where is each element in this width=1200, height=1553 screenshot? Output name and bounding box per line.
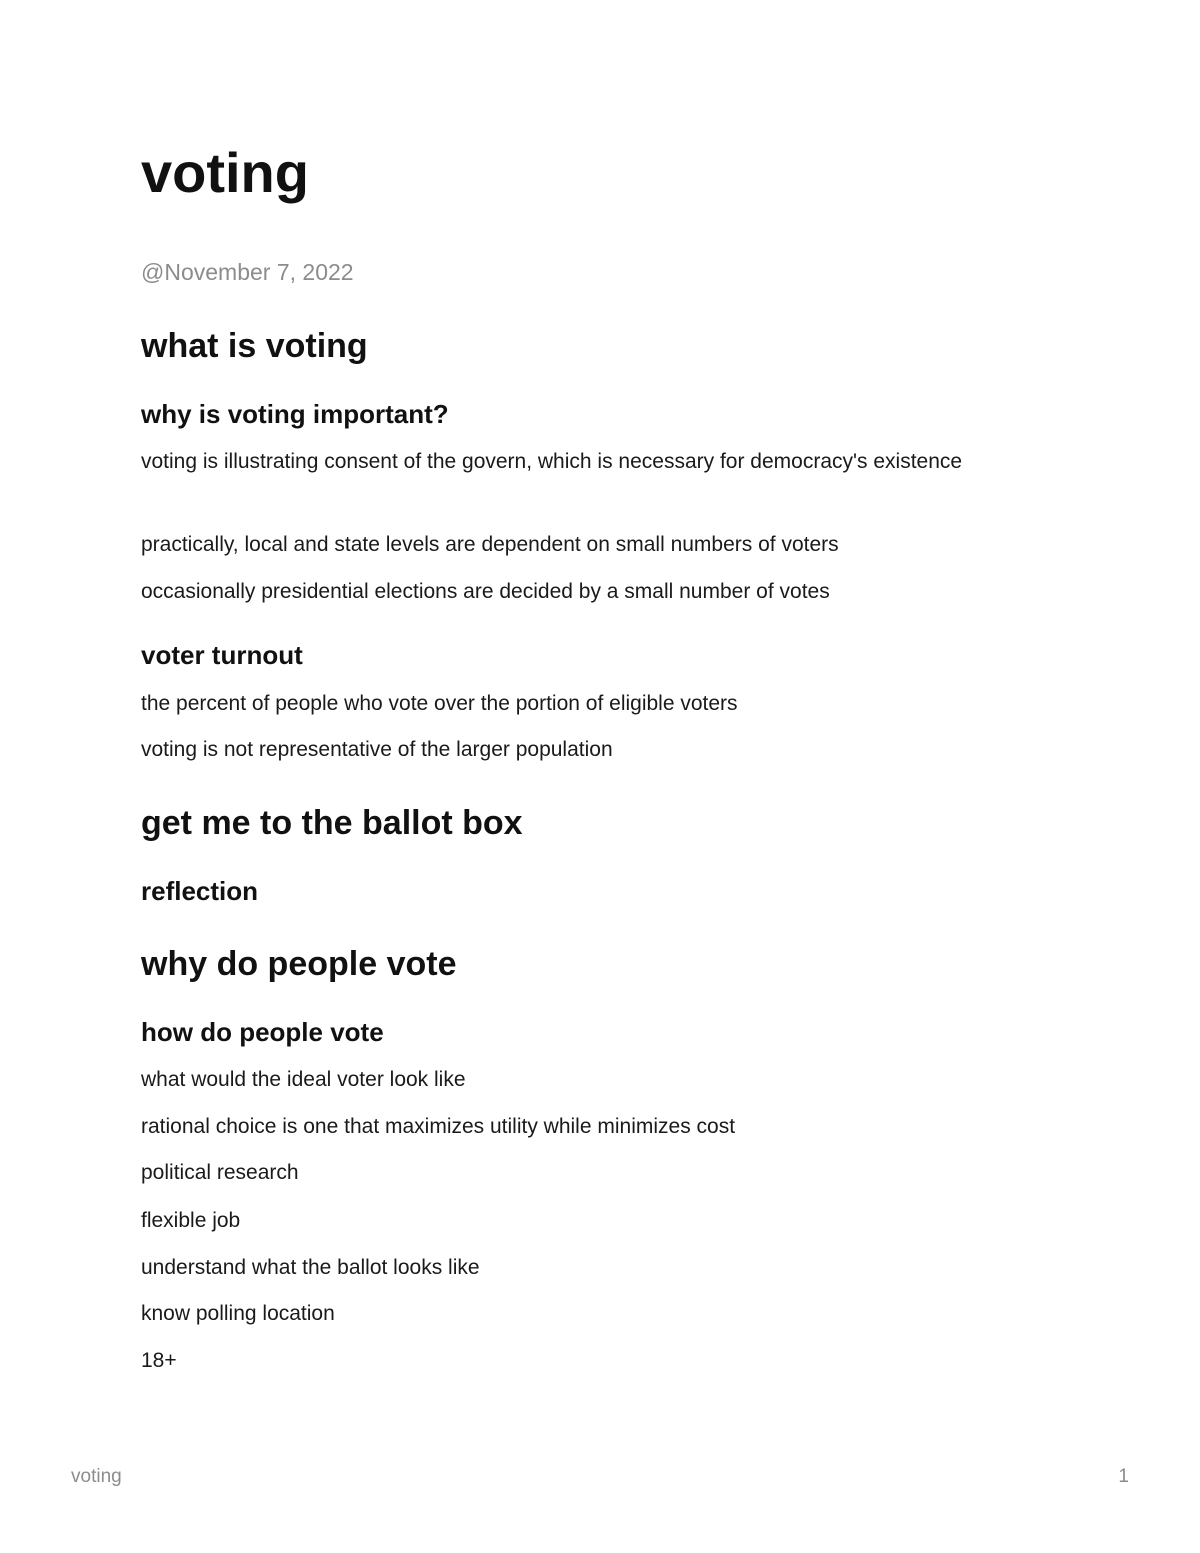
heading-ballot-box: get me to the ballot box <box>141 804 523 842</box>
footer-page-number: 1 <box>1118 1466 1129 1487</box>
paragraph-why-important-2: practically, local and state levels are dependent on small numbers of voters <box>141 533 839 556</box>
list-item: flexible job <box>141 1209 241 1232</box>
list-item: what would the ideal voter look like <box>141 1068 466 1091</box>
document-title: voting <box>141 141 309 204</box>
heading-what-is-voting: what is voting <box>141 327 368 365</box>
list-item: 18+ <box>141 1349 177 1372</box>
heading-reflection: reflection <box>141 876 259 906</box>
heading-why-important: why is voting important? <box>141 399 449 429</box>
footer-document-name: voting <box>71 1466 122 1487</box>
paragraph-why-important-1: voting is illustrating consent of the govern, which is necessary for democracy's existence <box>141 450 963 473</box>
paragraph-voter-turnout-2: voting is not representative of the larger population <box>141 738 613 761</box>
paragraph-voter-turnout-1: the percent of people who vote over the portion of eligible voters <box>141 692 738 715</box>
list-item: rational choice is one that maximizes utility while minimizes cost <box>141 1115 736 1138</box>
list-item: understand what the ballot looks like <box>141 1256 480 1279</box>
list-item: political research <box>141 1161 299 1184</box>
heading-voter-turnout: voter turnout <box>141 640 303 670</box>
heading-why-vote: why do people vote <box>141 945 457 983</box>
list-item: know polling location <box>141 1302 335 1325</box>
document-date: @November 7, 2022 <box>141 259 354 285</box>
paragraph-why-important-3: occasionally presidential elections are decided by a small number of votes <box>141 580 830 603</box>
heading-how-vote: how do people vote <box>141 1017 384 1047</box>
